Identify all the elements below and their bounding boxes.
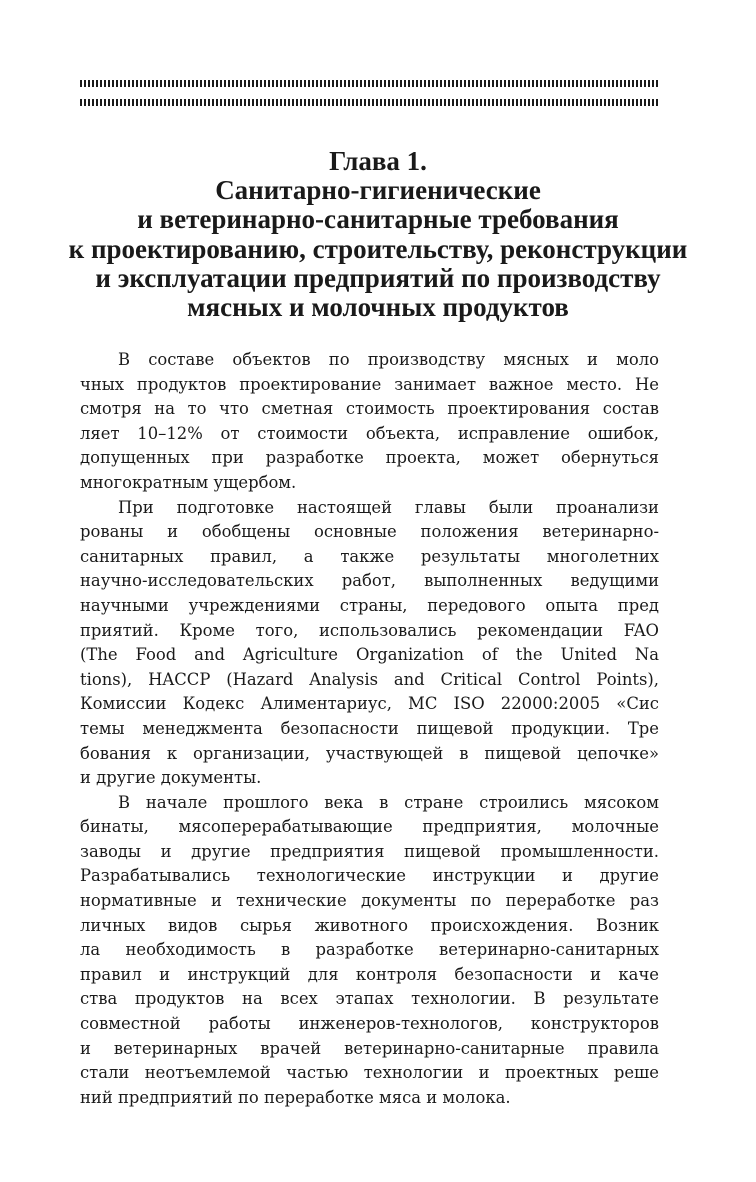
text-line: бинаты, мясоперерабатывающие предприятия, молочные xyxy=(80,817,659,837)
text-line: приятий. Кроме того, использовались рекомендации FAO xyxy=(80,620,659,640)
text-line: заводы и другие предприятия пищевой промышленности. xyxy=(80,841,659,861)
paragraph-1 xyxy=(80,348,659,496)
chapter-title-line: к проектированию, строительству, реконструкции xyxy=(68,233,688,264)
text-line: допущенных при разработке проекта, может обернуться xyxy=(80,448,659,468)
text-line: и ветеринарных врачей ветеринарно-санитарные правила xyxy=(80,1038,659,1058)
text-line: чных продуктов проектирование занимает важное место. Не xyxy=(80,374,659,394)
text-line: tions), HACCP (Hazard Analysis and Critical Control Points), xyxy=(80,669,659,689)
text-line: Комиссии Кодекс Алиментариус, МС ISO 22000:2005 «Сис xyxy=(80,694,659,714)
chapter-title-line: мясных и молочных продуктов xyxy=(187,292,569,323)
text-line: научными учреждениями страны, передового опыта пред xyxy=(80,595,659,615)
chapter-title-line: и ветеринарно-санитарные требования xyxy=(137,204,619,235)
text-line: правил и инструкций для контроля безопасности и каче xyxy=(80,964,659,984)
chapter-number: Глава 1. xyxy=(329,146,427,176)
text-line: совместной работы инженеров-технологов, конструкторов xyxy=(80,1014,659,1034)
text-line: стали неотъемлемой частью технологии и проектных реше xyxy=(80,1063,659,1083)
text-line: многократным ущербом. xyxy=(80,472,297,492)
top-ornament-rule xyxy=(80,80,659,87)
text-line: личных видов сырья животного происхождения. Возник xyxy=(80,915,659,935)
bottom-ornament-rule xyxy=(80,99,659,106)
paragraph-2 xyxy=(80,496,659,791)
text-line: При подготовке настоящей главы были проанализи xyxy=(118,497,659,517)
chapter-heading xyxy=(60,147,696,322)
text-line: бования к организации, участвующей в пищевой цепочке» xyxy=(80,743,659,763)
text-line: Разрабатывались технологические инструкции и другие xyxy=(80,866,659,886)
text-line: темы менеджмента безопасности пищевой продукции. Тре xyxy=(80,718,659,738)
text-line: санитарных правил, а также результаты многолетних xyxy=(80,546,659,566)
text-line: В начале прошлого века в стране строились мясоком xyxy=(118,792,659,812)
text-line: ляет 10–12% от стоимости объекта, исправление ошибок, xyxy=(80,423,659,443)
text-line: ла необходимость в разработке ветеринарно-санитарных xyxy=(80,940,659,960)
text-line: смотря на то что сметная стоимость проектирования состав xyxy=(80,399,659,419)
text-line: и другие документы. xyxy=(80,768,262,788)
text-line: рованы и обобщены основные положения ветеринарно- xyxy=(80,522,659,542)
text-line: нормативные и технические документы по переработке раз xyxy=(80,891,659,911)
text-line: В составе объектов по производству мясных и моло xyxy=(118,350,659,369)
chapter-title-line: и эксплуатации предприятий по производству xyxy=(95,262,661,293)
text-line: (The Food and Agriculture Organization of the United Na xyxy=(80,645,659,665)
body-text xyxy=(80,348,659,1110)
chapter-title-line: Санитарно-гигиенические xyxy=(215,175,541,206)
text-line: ства продуктов на всех этапах технологии. В результате xyxy=(80,989,659,1009)
paragraph-3 xyxy=(80,791,659,1111)
text-line: научно-исследовательских работ, выполненных ведущими xyxy=(80,571,659,591)
text-line: ний предприятий по переработке мяса и молока. xyxy=(80,1087,511,1107)
